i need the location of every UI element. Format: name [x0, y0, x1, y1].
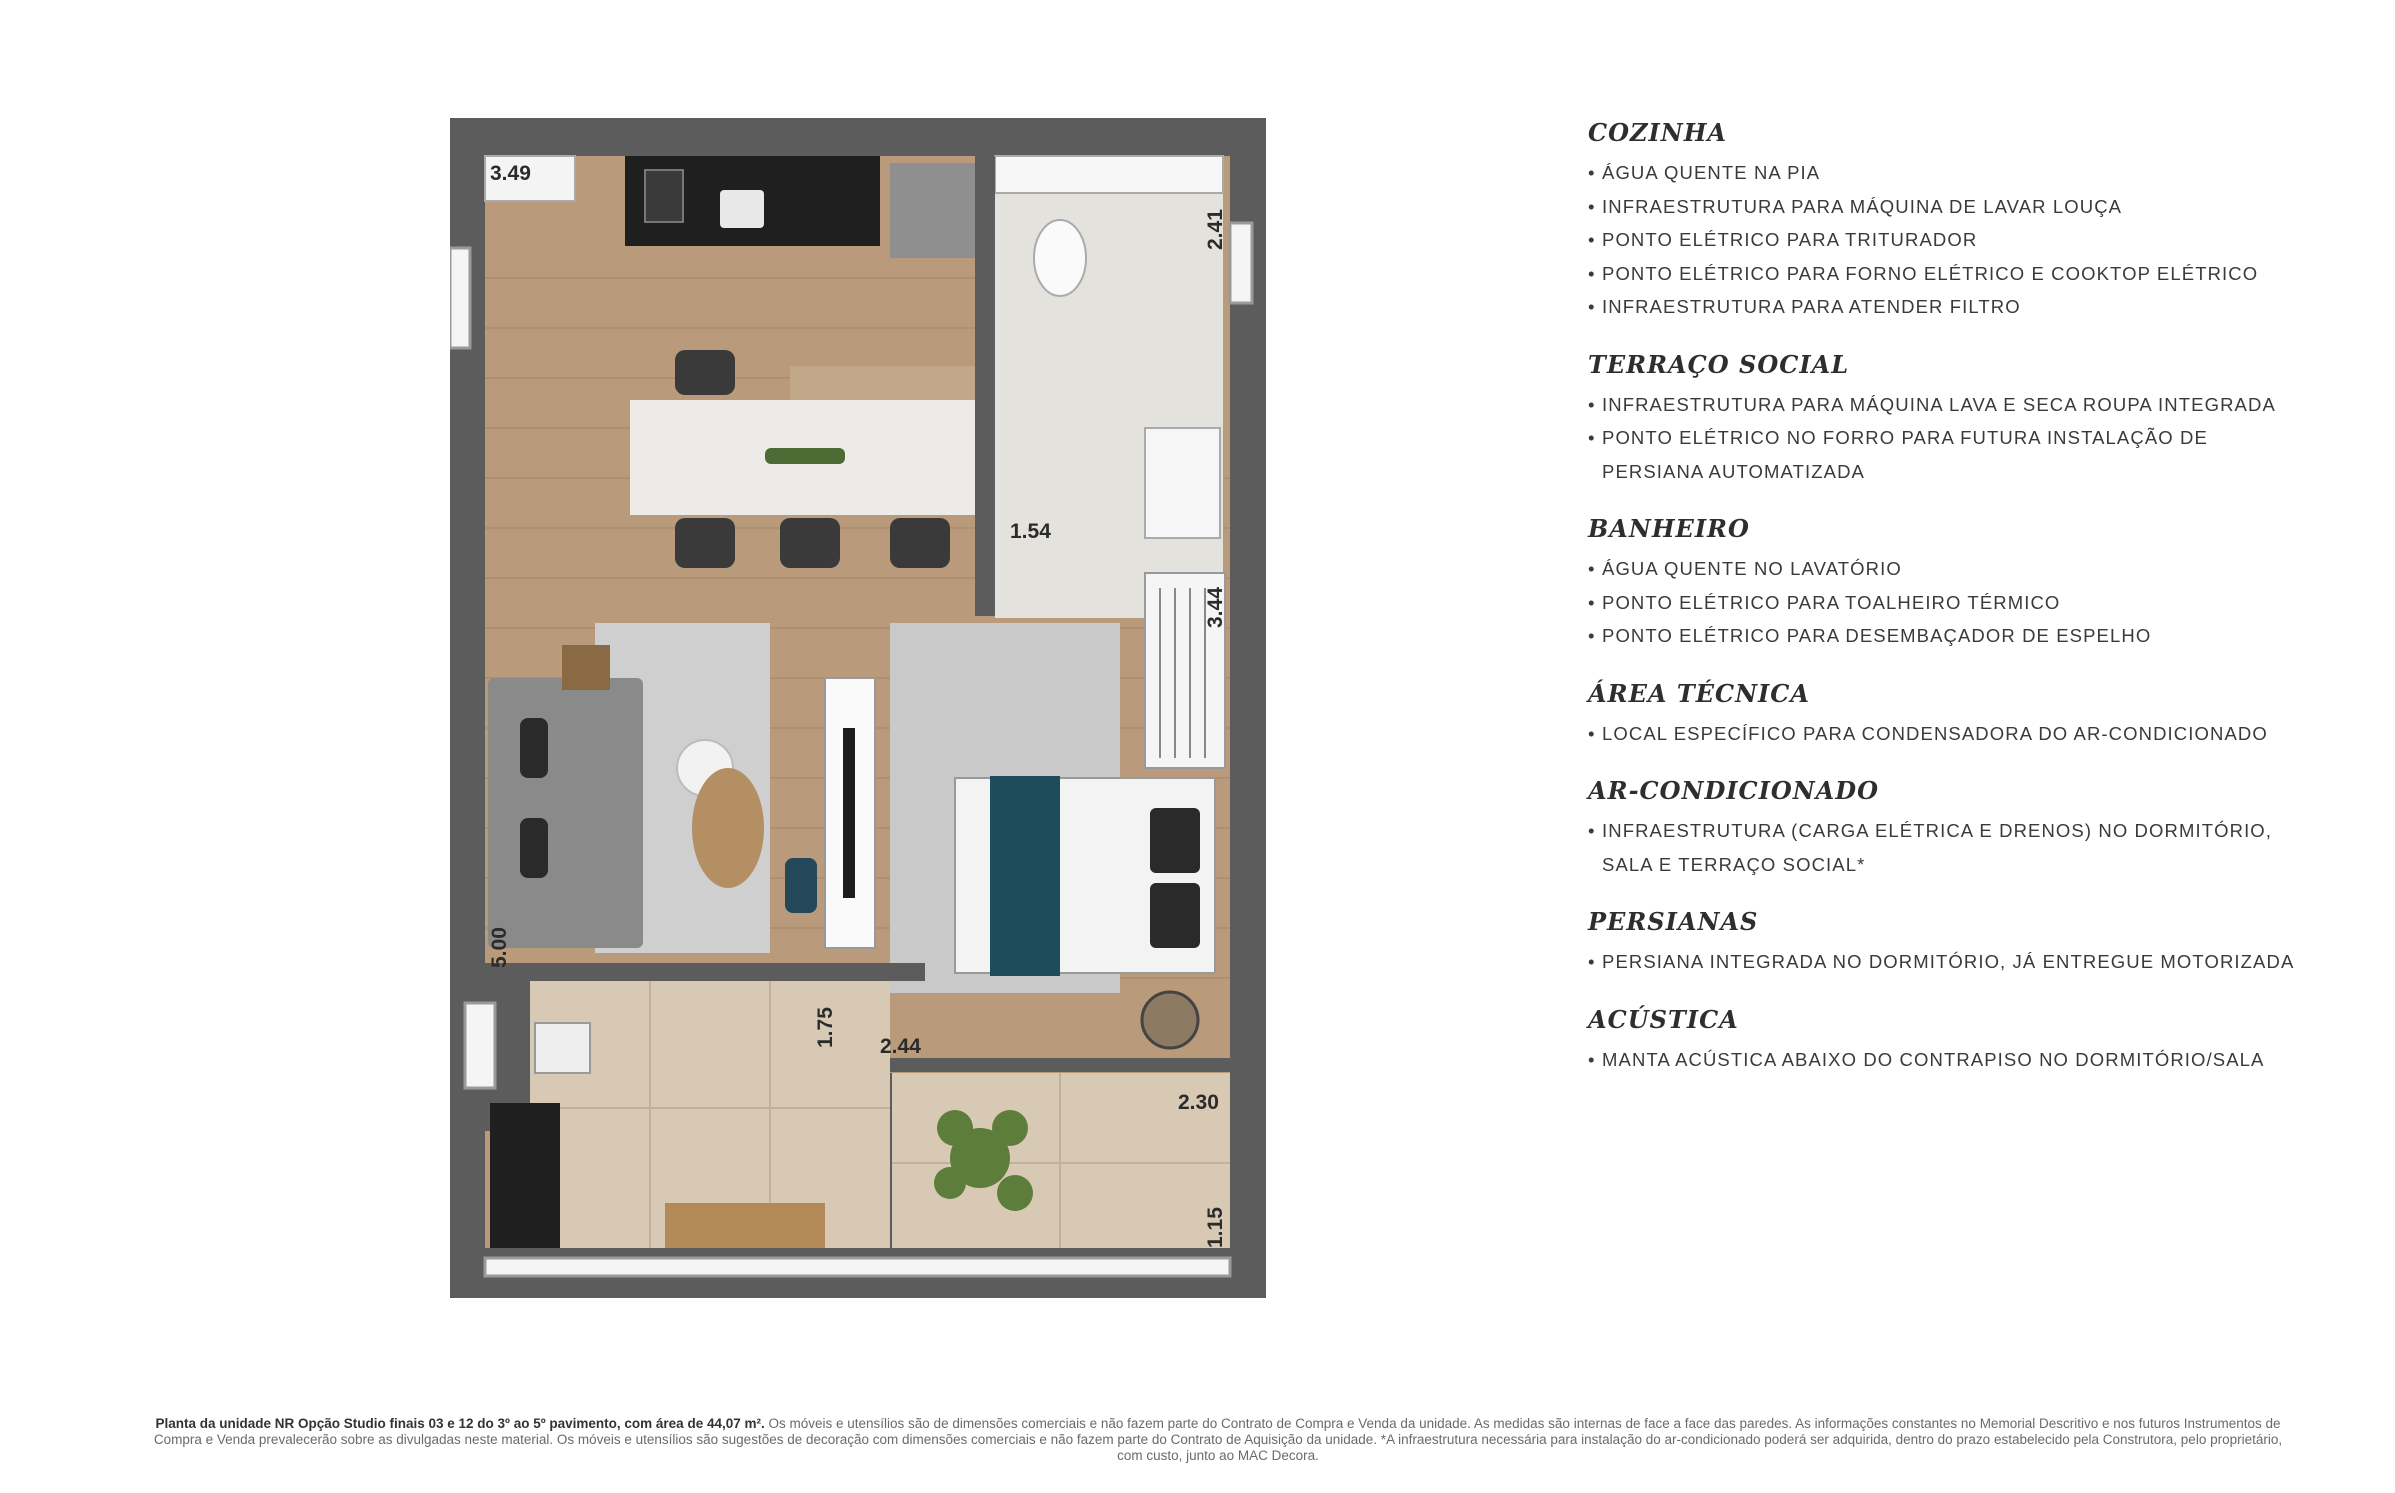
- section-title: ACÚSTICA: [1588, 1004, 1739, 1034]
- dim-technical-width: 2.30: [1178, 1091, 1219, 1114]
- section-persianas: [1588, 907, 2348, 979]
- dim-bedroom-width: 2.44: [880, 1035, 921, 1058]
- washer-dryer: [490, 1103, 560, 1248]
- dim-bathroom-depth: 2.41: [1204, 209, 1227, 250]
- section-cozinha: [1588, 118, 2348, 324]
- dim-kitchen-width: 3.49: [490, 162, 531, 185]
- dim-bathroom-width: 1.54: [1010, 520, 1051, 543]
- section-title: ÁREA TÉCNICA: [1588, 678, 1810, 708]
- floor-plan: [450, 118, 1266, 1298]
- sofa: [488, 678, 643, 948]
- lavatory: [1145, 428, 1220, 538]
- section-title: BANHEIRO: [1588, 514, 1750, 543]
- section-acustica: [1588, 1005, 2348, 1077]
- legal-footnote: [148, 1416, 2288, 1464]
- spec-item: • PERSIANA INTEGRADA NO DORMITÓRIO, JÁ ENTREGUE MOTORIZADA: [1588, 945, 2348, 979]
- spec-item: • INFRAESTRUTURA PARA MÁQUINA LAVA E SECA ROUPA INTEGRADA: [1588, 388, 2348, 422]
- spec-item: • INFRAESTRUTURA PARA ATENDER FILTRO: [1588, 290, 2348, 324]
- section-title: AR-CONDICIONADO: [1588, 776, 1880, 805]
- bathroom: [995, 193, 1223, 618]
- spec-list: [1588, 118, 2348, 1102]
- dim-technical-depth: 1.15: [1204, 1207, 1227, 1248]
- footnote-body: Os móveis e utensílios são de dimensões comerciais e não fazem parte do Contrato de Compra e Venda da unidade. As medidas são internas de face a face das paredes. As informações constantes no Memorial Descritivo e nos futuros Instrumentos de Compra e Venda prevalecerão sobre as divulgadas neste material. Os móveis e utensílios são sugestões de decoração com dimensões comerciais e não fazem parte do Contrato de Aquisição da unidade. *A infraestrutura necessária para instalação do ar-condicionado poderá ser adquirida, dentro do prazo estabelecido pela Construtora, pelo proprietário, com custo, junto ao MAC Decora.: [153, 1416, 2283, 1463]
- spec-item: • PONTO ELÉTRICO PARA DESEMBAÇADOR DE ESPELHO: [1588, 619, 2348, 653]
- tank-icon: [535, 1023, 590, 1073]
- bench: [665, 1203, 825, 1248]
- cooktop-icon: [645, 170, 683, 222]
- spec-item: • PONTO ELÉTRICO PARA TOALHEIRO TÉRMICO: [1588, 586, 2348, 620]
- spec-item: • INFRAESTRUTURA (CARGA ELÉTRICA E DRENOS) NO DORMITÓRIO,: [1588, 814, 2348, 848]
- section-ar-condicionado: [1588, 776, 2348, 881]
- section-title: COZINHA: [1588, 118, 1727, 147]
- dim-terrace-depth: 1.75: [814, 1007, 837, 1048]
- toilet-icon: [1034, 220, 1086, 296]
- section-area-tecnica: [1588, 679, 2348, 751]
- section-terraco-social: [1588, 350, 2348, 489]
- dim-wardrobe-length: 3.44: [1204, 587, 1227, 628]
- spec-item: • LOCAL ESPECÍFICO PARA CONDENSADORA DO AR-CONDICIONADO: [1588, 717, 2348, 751]
- spec-item: • PONTO ELÉTRICO PARA FORNO ELÉTRICO E COOKTOP ELÉTRICO: [1588, 257, 2348, 291]
- spec-item: • ÁGUA QUENTE NO LAVATÓRIO: [1588, 552, 2348, 586]
- section-title: TERRAÇO SOCIAL: [1588, 349, 1850, 379]
- footnote-lead: Planta da unidade NR Opção Studio finais 03 e 12 do 3º ao 5º pavimento, com área de 44,07 m².: [155, 1416, 765, 1431]
- spec-item: PERSIANA AUTOMATIZADA: [1602, 460, 1865, 482]
- section-title: PERSIANAS: [1588, 907, 1759, 936]
- spec-item: SALA E TERRAÇO SOCIAL*: [1602, 853, 1866, 875]
- dim-living-length: 5.00: [488, 927, 511, 968]
- spec-item: • INFRAESTRUTURA PARA MÁQUINA DE LAVAR LOUÇA: [1588, 190, 2348, 224]
- spec-item: • MANTA ACÚSTICA ABAIXO DO CONTRAPISO NO DORMITÓRIO/SALA: [1588, 1043, 2348, 1077]
- spec-item: • ÁGUA QUENTE NA PIA: [1588, 156, 2348, 190]
- spec-item: • PONTO ELÉTRICO NO FORRO PARA FUTURA INSTALAÇÃO DE: [1588, 421, 2348, 455]
- fridge: [890, 163, 975, 258]
- spec-item: • PONTO ELÉTRICO PARA TRITURADOR: [1588, 223, 2348, 257]
- section-banheiro: [1588, 514, 2348, 653]
- sink-icon: [720, 190, 764, 228]
